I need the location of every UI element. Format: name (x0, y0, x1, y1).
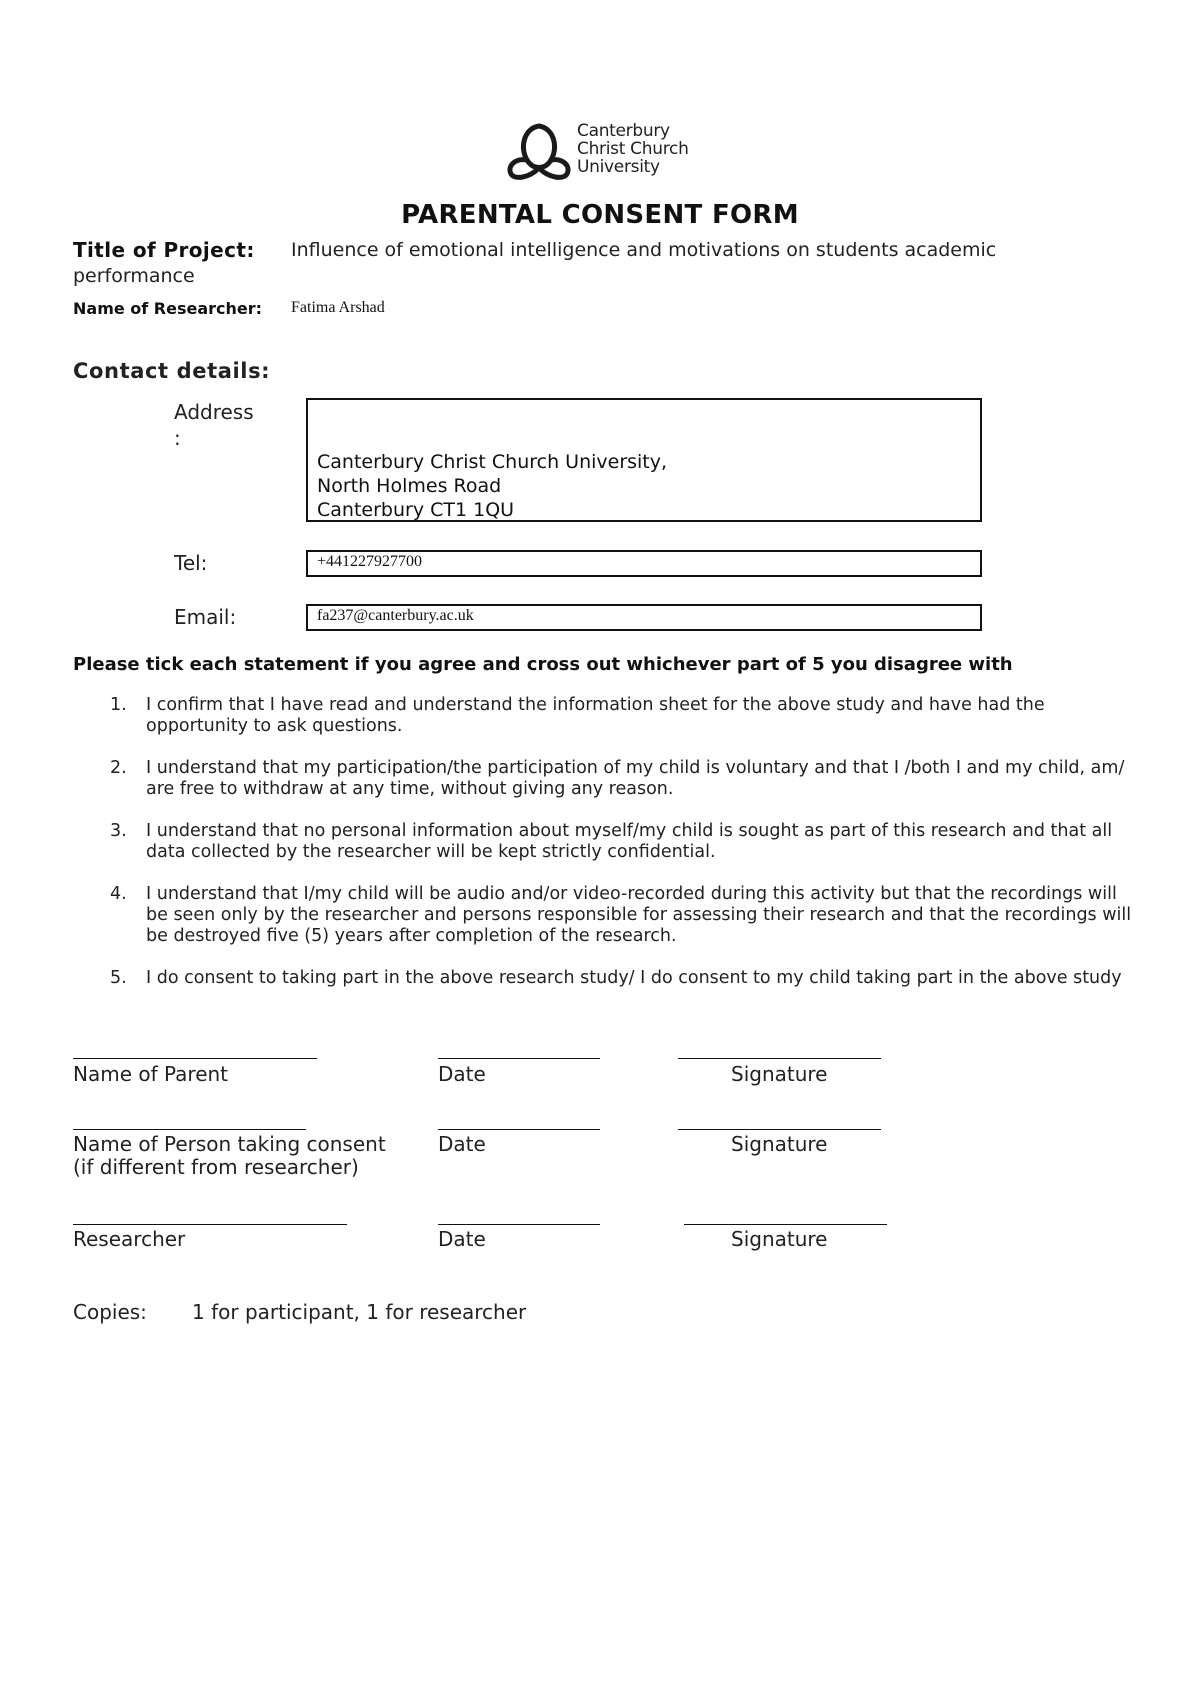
researcher-name-value: Fatima Arshad (291, 299, 385, 316)
address-line: Canterbury Christ Church University, (317, 451, 668, 473)
logo-line: University (577, 157, 660, 177)
date-label: Date (438, 1132, 486, 1156)
statement-number: 3. (110, 821, 127, 841)
statement-number: 4. (110, 884, 127, 904)
tel-label: Tel: (174, 551, 208, 575)
statement-number: 5. (110, 968, 127, 988)
logo-line: Canterbury (577, 121, 670, 141)
researcher-signature-line (684, 1224, 887, 1225)
address-line: North Holmes Road (317, 475, 502, 497)
address-line: Canterbury CT1 1QU (317, 499, 515, 521)
copies-value: 1 for participant, 1 for researcher (192, 1300, 527, 1324)
statement-text: I understand that my participation/the participation of my child is voluntary and that I /both I and my child, am/ are free to withdraw at any time, without giving any reason. (146, 758, 1125, 799)
statement-text: I understand that no personal information about myself/my child is sought as part of this research and that all data collected by the researcher will be kept strictly confidential. (146, 821, 1113, 862)
statement-number: 2. (110, 758, 127, 778)
consent-statement (110, 968, 1140, 989)
parent-date-line (438, 1058, 600, 1059)
contact-details-heading: Contact details: (73, 359, 271, 383)
consent-taker-note: (if different from researcher) (73, 1155, 359, 1179)
consent-taker-name-label: Name of Person taking consent (73, 1132, 386, 1156)
statement-text: I confirm that I have read and understand the information sheet for the above study and have had the opportunity to ask questions. (146, 695, 1045, 736)
consent-taker-date-line (438, 1129, 600, 1130)
statement-number: 1. (110, 695, 127, 715)
project-title-value-continued: performance (73, 265, 195, 287)
email-label: Email: (174, 605, 237, 629)
consent-statement (110, 884, 1140, 947)
consent-taker-name-line (73, 1129, 306, 1130)
address-label: Address (174, 400, 254, 424)
consent-statement (110, 821, 1140, 863)
address-value (317, 450, 667, 522)
project-title-value: Influence of emotional intelligence and motivations on students academic (291, 239, 997, 261)
logo-line: Christ Church (577, 139, 689, 159)
signature-label: Signature (731, 1062, 828, 1086)
consent-statements-list (110, 695, 1140, 1010)
copies-label: Copies: (73, 1300, 147, 1324)
researcher-name-label: Name of Researcher: (73, 299, 263, 318)
statement-text: I understand that I/my child will be audio and/or video-recorded during this activity but that the recordings will be seen only by the researcher and persons responsible for assessing their research and that the recordings will be destroyed five (5) years after completion of the research. (146, 884, 1132, 946)
consent-statement (110, 695, 1140, 737)
researcher-label: Researcher (73, 1227, 186, 1251)
logo-emblem-icon (505, 118, 573, 180)
researcher-date-line (438, 1224, 600, 1225)
parent-signature-line (678, 1058, 881, 1059)
researcher-name-line (73, 1224, 347, 1225)
logo-wordmark (577, 122, 689, 176)
date-label: Date (438, 1227, 486, 1251)
date-label: Date (438, 1062, 486, 1086)
email-value: fa237@canterbury.ac.uk (317, 607, 474, 624)
form-title: PARENTAL CONSENT FORM (401, 200, 799, 230)
instruction-text: Please tick each statement if you agree and cross out whichever part of 5 you disagree with (73, 654, 1013, 675)
consent-statement (110, 758, 1140, 800)
statement-text: I do consent to taking part in the above research study/ I do consent to my child taking part in the above study (146, 968, 1122, 988)
parent-name-line (73, 1058, 317, 1059)
parent-name-label: Name of Parent (73, 1062, 229, 1086)
university-logo (505, 118, 710, 180)
signature-label: Signature (731, 1132, 828, 1156)
tel-value: +441227927700 (317, 553, 423, 570)
signature-label: Signature (731, 1227, 828, 1251)
project-title-label: Title of Project: (73, 238, 255, 262)
consent-taker-signature-line (678, 1129, 881, 1130)
address-label-colon: : (174, 426, 181, 450)
